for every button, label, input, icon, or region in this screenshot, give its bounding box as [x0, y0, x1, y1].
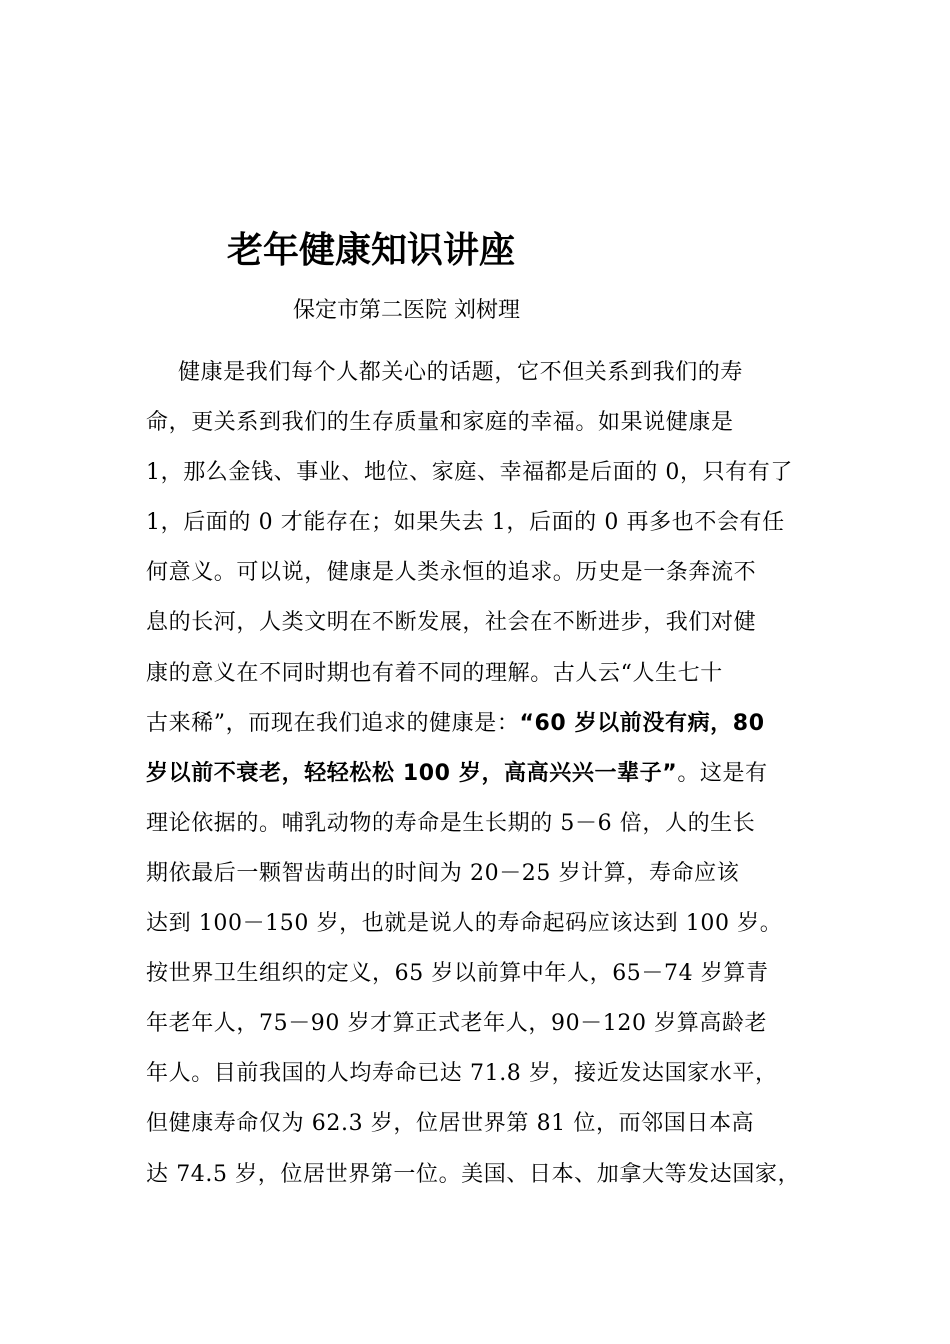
author-byline: 保定市第二医院 刘树理: [293, 298, 520, 323]
paragraph-line: 按世界卫生组织的定义，65 岁以前算中年人，65－74 岁算青: [146, 961, 769, 987]
line-text: 古来稀”，而现在我们追求的健康是：: [146, 710, 520, 736]
paragraph-line: 达到 100－150 岁，也就是说人的寿命起码应该达到 100 岁。: [146, 911, 783, 937]
paragraph-line: 1，那么金钱、事业、地位、家庭、幸福都是后面的 0，只有有了: [146, 460, 793, 486]
emphasized-quote-end: 岁以前不衰老，轻轻松松 100 岁，高高兴兴一辈子”: [146, 760, 678, 786]
paragraph-line: 何意义。可以说，健康是人类永恒的追求。历史是一条奔流不: [146, 560, 757, 586]
line-text: 。这是有: [677, 760, 768, 786]
body-paragraph: [146, 348, 816, 1200]
emphasized-quote-start: “60 岁以前没有病，80: [519, 710, 765, 736]
paragraph-line: 命，更关系到我们的生存质量和家庭的幸福。如果说健康是: [146, 410, 734, 436]
paragraph-line: 年人。目前我国的人均寿命已达 71.8 岁，接近发达国家水平，: [146, 1061, 778, 1087]
document-title: 老年健康知识讲座: [227, 230, 516, 271]
paragraph-line: [146, 699, 816, 749]
paragraph-line: 期依最后一颗智齿萌出的时间为 20－25 岁计算，寿命应该: [146, 860, 740, 886]
paragraph-line: 达 74.5 岁，位居世界第一位。美国、日本、加拿大等发达国家，: [146, 1161, 801, 1187]
paragraph-line: 但健康寿命仅为 62.3 岁，位居世界第 81 位，而邻国日本高: [146, 1111, 755, 1137]
paragraph-line: 健康是我们每个人都关心的话题，它不但关系到我们的寿: [178, 360, 744, 385]
paragraph-line: [146, 749, 816, 799]
paragraph-line: 理论依据的。哺乳动物的寿命是生长期的 5－6 倍，人的生长: [146, 810, 756, 836]
paragraph-line: 息的长河，人类文明在不断发展，社会在不断进步，我们对健: [146, 610, 757, 636]
paragraph-line: 康的意义在不同时期也有着不同的理解。古人云“人生七十: [146, 660, 723, 686]
paragraph-line: 年老年人，75－90 岁才算正式老年人，90－120 岁算高龄老: [146, 1011, 768, 1037]
paragraph-line: 1，后面的 0 才能存在；如果失去 1，后面的 0 再多也不会有任: [146, 510, 785, 536]
